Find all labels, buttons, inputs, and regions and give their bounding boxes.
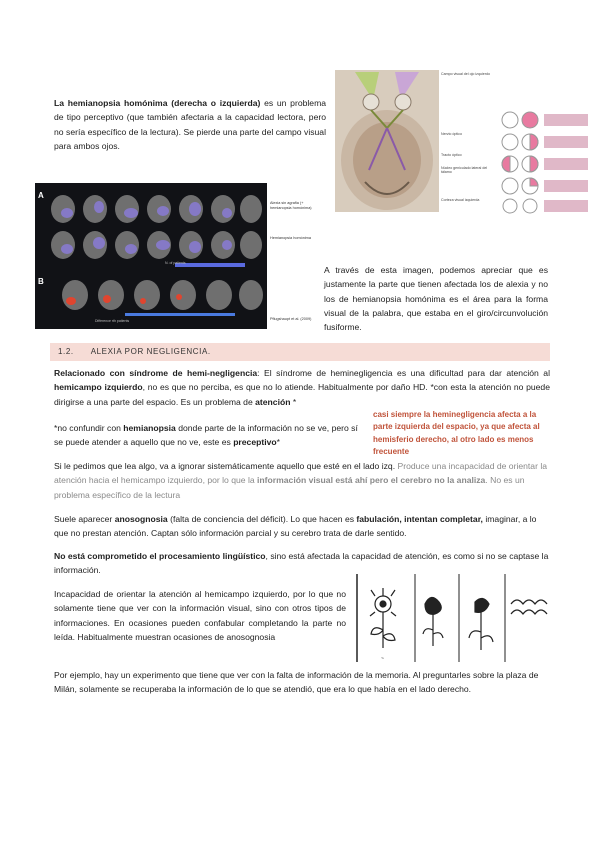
paragraph-anosognosia: Suele aparecer anosognosia (falta de conciencia del déficit). Lo que hacen es fabulación, intentan completar, imaginar, a lo que no prestan atención. Captan sólo información parcial y su cerebro trata de darle sentido. xyxy=(54,514,537,539)
anatomy-label-nervio: Nervio óptico xyxy=(441,132,462,136)
brain-anatomy-figure xyxy=(335,70,439,212)
scan-footer: Difference rth patients xyxy=(95,319,130,323)
anatomy-label-nucleo: Núcleo geniculado lateral del tálamo xyxy=(441,166,488,175)
paragraph-milan: Por ejemplo, hay un experimento que tiene que ver con la falta de información de la memoria. Al preguntarles sobre la plaza de Milán, solamente se recuperaba la información de lo que se atendió, que era lo que había en el lado derecho. xyxy=(54,670,539,695)
section-title: ALEXIA POR NEGLIGENCIA. xyxy=(90,347,211,356)
anatomy-label-tracto: Tracto óptico xyxy=(441,153,462,157)
svg-text:~: ~ xyxy=(381,656,384,662)
scan-label-hemianopsia: Hemianopsia homónima xyxy=(270,236,311,240)
scan-label-alexia: Alexia sin agrafia (+ hemianopsia homónima) xyxy=(270,201,312,210)
paragraph-imagen: A través de esta imagen, podemos apreciar que es justamente la parte que tienen afectada los de alexia y no los de hemianopsia homónima es el área para la forma visual de la palabra, que estaba en el giro/circunvolución fusiforme. xyxy=(324,265,548,333)
section-number: 1.2. xyxy=(58,347,74,356)
scan-row-b-label: B xyxy=(38,277,44,286)
paragraph-hemianopsia: La hemianopsia homónima (derecha o izquierda) es un problema de tipo perceptivo (que también afectaria a la capacidad lectora, pero no sería específico de la lectura). Se pierde una parte del campo visual para ambos ojos. xyxy=(54,98,327,151)
section-heading xyxy=(58,345,211,359)
scan-scale-note: N. of patients xyxy=(165,261,186,265)
paragraph-negligencia: Relacionado con síndrome de hemi-negligencia: El síndrome de heminegligencia es una dificultad para dar atención al hemicampo izquierdo, no es que no perciba, es que no lo atiende. Habitualmente por daño HD. *con esta la atención no puede dirigirse a una parte del espacio. Es un problema de atención * xyxy=(54,368,550,407)
brain-scans-figure xyxy=(35,183,267,329)
anatomy-label-campo: Campo visual del ojo izquierdo xyxy=(441,72,490,76)
visual-fields-figure xyxy=(498,110,590,214)
scan-row-a-label: A xyxy=(38,191,44,200)
bold-lead: La hemianopsia homónima (derecha o izquierda) xyxy=(54,98,261,108)
paragraph-hemianopsia-note: *no confundir con hemianopsia donde parte de la información no se ve, pero sí se puede atender a aquello que no ve, este es preceptivo* xyxy=(54,423,358,448)
scan-citation: Pflugshaupt et al. (2009) xyxy=(270,317,312,321)
paragraph-lectura: Si le pedimos que lea algo, va a ignorar sistemáticamente aquello que esté en el lado izq. Produce una incapacidad de orientar la atención hacia el hemicampo izquierdo, por lo que la información visual está ahí pero el cerebro no la analiza. No es un problema específico de la lectura xyxy=(54,461,548,500)
red-annotation: casi siempre la heminegligencia afecta a la parte izquierda del espacio, ya que afecta al hemisferio derecho, al otro lado es menos frecuente xyxy=(373,410,540,456)
paragraph-linguistico: No está comprometido el procesamiento lingüístico, sino está afectada la capacidad de atención, es como si no se captase la información. xyxy=(54,551,549,576)
paragraph-incapacidad: Incapacidad de orientar la atención al hemicampo izquierdo, por lo que no solamente tiene que ver con la información visual, sino con otros tipos de informaciones. En ocasiones pueden confabular completando la parte no leída. Habitualmente muestran ocasiones de anosognosia xyxy=(54,589,346,642)
flower-drawings-figure xyxy=(355,574,553,664)
anatomy-label-corteza: Corteza visual izquierda xyxy=(441,198,480,202)
